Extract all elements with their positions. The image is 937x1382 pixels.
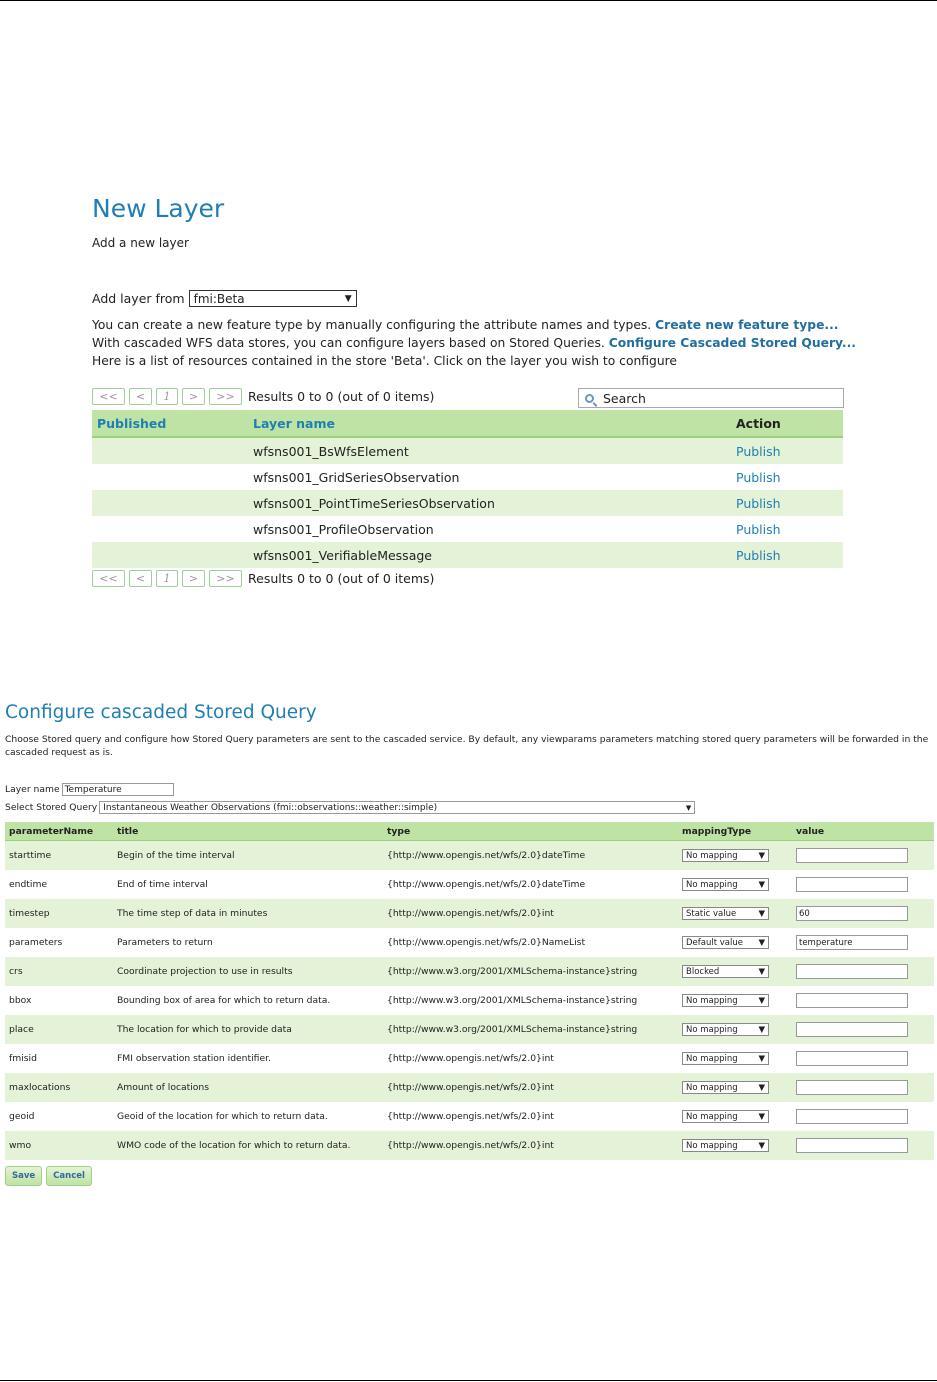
value-input[interactable]	[796, 964, 908, 979]
value-input[interactable]	[796, 993, 908, 1008]
parameters-table	[5, 822, 934, 1160]
publish-link[interactable]: Publish	[736, 469, 781, 485]
value-input[interactable]: temperature	[796, 935, 908, 950]
mapping-type-value: No mapping	[686, 995, 738, 1006]
parameter-type-cell: {http://www.opengis.net/wfs/2.0}int	[383, 1073, 678, 1102]
dropdown-arrow-icon: ▼	[758, 1082, 765, 1093]
table-row	[5, 1044, 934, 1073]
mapping-type-select[interactable]	[682, 878, 769, 891]
pager-last-button[interactable]: >>	[209, 388, 242, 405]
parameter-type-cell: {http://www.opengis.net/wfs/2.0}int	[387, 1111, 554, 1122]
mapping-type-select[interactable]	[682, 1110, 769, 1123]
dropdown-arrow-icon: ▼	[344, 293, 352, 304]
add-layer-from-row	[92, 290, 357, 307]
column-value: value	[792, 822, 934, 841]
dropdown-arrow-icon: ▼	[758, 908, 765, 919]
mapping-cell	[678, 928, 792, 957]
parameter-title-cell: Parameters to return	[117, 937, 213, 948]
pager-prev-button[interactable]: <	[129, 570, 152, 587]
table-row	[5, 1131, 934, 1160]
dropdown-arrow-icon: ▼	[758, 850, 765, 861]
dropdown-arrow-icon: ▼	[758, 1140, 765, 1151]
parameter-name-cell: geoid	[9, 1111, 35, 1122]
mapping-type-value: No mapping	[686, 1140, 738, 1151]
pager-first-button[interactable]: <<	[92, 388, 125, 405]
create-feature-type-line	[92, 318, 838, 332]
value-input[interactable]	[796, 1138, 908, 1153]
column-parameter-name: parameterName	[5, 822, 113, 841]
mapping-type-value: Blocked	[686, 966, 720, 977]
dropdown-arrow-icon: ▼	[758, 1111, 765, 1122]
mapping-type-select[interactable]	[682, 1023, 769, 1036]
mapping-type-value: No mapping	[686, 1082, 738, 1093]
mapping-cell	[678, 1102, 792, 1131]
stored-query-select-value: Instantaneous Weather Observations (fmi::observations::weather::simple)	[103, 802, 438, 813]
dropdown-arrow-icon: ▼	[758, 1024, 765, 1035]
mapping-type-value: Default value	[686, 937, 743, 948]
cancel-button[interactable]: Cancel	[46, 1166, 92, 1186]
table-row	[92, 464, 843, 490]
mapping-type-select[interactable]	[682, 849, 769, 862]
layers-table	[92, 410, 843, 568]
published-cell	[92, 542, 248, 568]
pager-next-button[interactable]: >	[182, 570, 205, 587]
mapping-cell	[678, 870, 792, 899]
pager-page-button[interactable]: 1	[156, 388, 178, 405]
bottom-rule	[0, 1380, 937, 1381]
pager-first-button[interactable]: <<	[92, 570, 125, 587]
pager-last-button[interactable]: >>	[209, 570, 242, 587]
parameter-type-cell: {http://www.w3.org/2001/XMLSchema-instance}string	[383, 1015, 678, 1044]
value-cell	[792, 870, 934, 899]
column-type: type	[383, 822, 678, 841]
page-title: New Layer	[92, 194, 225, 223]
publish-link[interactable]: Publish	[736, 521, 781, 537]
parameter-name-cell: wmo	[5, 1131, 113, 1160]
mapping-type-select[interactable]	[682, 936, 769, 949]
stored-query-description: Choose Stored query and configure how Stored Query parameters are sent to the cascaded service. By default, any viewparams parameters matching stored query parameters will be forwarded in the cascaded request as is.	[5, 734, 929, 758]
parameter-type-cell: {http://www.opengis.net/wfs/2.0}dateTime	[387, 879, 586, 890]
parameter-title-cell: The time step of data in minutes	[113, 899, 383, 928]
table-row	[92, 542, 843, 568]
parameter-title-cell: FMI observation station identifier.	[117, 1053, 271, 1064]
mapping-type-select[interactable]	[682, 994, 769, 1007]
mapping-type-value: No mapping	[686, 1024, 738, 1035]
column-mapping-type: mappingType	[678, 822, 792, 841]
value-cell	[792, 1044, 934, 1073]
column-action: Action	[731, 410, 843, 437]
value-cell	[792, 957, 934, 986]
layer-name-cell[interactable]: wfsns001_PointTimeSeriesObservation	[248, 490, 731, 516]
table-row	[92, 490, 843, 516]
layer-name-cell[interactable]: wfsns001_GridSeriesObservation	[253, 469, 460, 485]
layer-name-cell[interactable]: wfsns001_ProfileObservation	[253, 521, 434, 537]
mapping-cell	[678, 1015, 792, 1044]
mapping-type-value: No mapping	[686, 1053, 738, 1064]
mapping-type-value: No mapping	[686, 1111, 738, 1122]
select-query-label: Select Stored Query	[5, 802, 98, 813]
parameter-title-cell: The location for which to provide data	[113, 1015, 383, 1044]
mapping-type-select[interactable]	[682, 907, 769, 920]
parameter-type-cell: {http://www.opengis.net/wfs/2.0}dateTime	[383, 841, 678, 871]
layers-table-header	[92, 410, 843, 437]
pager-results-text: Results 0 to 0 (out of 0 items)	[248, 389, 435, 404]
parameter-title-cell: Amount of locations	[113, 1073, 383, 1102]
parameters-table-header	[5, 822, 934, 841]
published-cell	[92, 437, 248, 464]
add-layer-from-label: Add layer from	[92, 291, 185, 306]
select-query-row	[5, 801, 695, 814]
search-box[interactable]	[578, 388, 844, 408]
value-input[interactable]: 60	[796, 906, 908, 921]
stored-query-title: Configure cascaded Stored Query	[5, 702, 317, 723]
pager-page-button[interactable]: 1	[156, 570, 178, 587]
parameter-name-cell: maxlocations	[5, 1073, 113, 1102]
parameter-title-cell: WMO code of the location for which to return data.	[113, 1131, 383, 1160]
mapping-type-select[interactable]	[682, 1081, 769, 1094]
parameter-title-cell: Bounding box of area for which to return data.	[117, 995, 331, 1006]
publish-link[interactable]: Publish	[731, 542, 843, 568]
pager-prev-button[interactable]: <	[129, 388, 152, 405]
stored-query-select[interactable]	[99, 801, 695, 814]
layer-name-row	[5, 783, 174, 796]
mapping-cell	[678, 899, 792, 928]
published-cell	[92, 516, 248, 542]
mapping-type-value: No mapping	[686, 879, 738, 890]
table-row	[5, 870, 934, 899]
published-cell	[92, 490, 248, 516]
cascaded-query-line	[92, 336, 856, 350]
configure-cascaded-query-link[interactable]: Configure Cascaded Stored Query...	[608, 336, 856, 350]
column-layer-name[interactable]: Layer name	[248, 410, 731, 437]
layer-name-cell[interactable]: wfsns001_BsWfsElement	[248, 437, 731, 464]
parameter-type-cell: {http://www.opengis.net/wfs/2.0}int	[383, 1131, 678, 1160]
value-input[interactable]	[796, 1022, 908, 1037]
dropdown-arrow-icon: ▼	[685, 803, 692, 812]
value-cell	[792, 986, 934, 1015]
mapping-type-value: Static value	[686, 908, 737, 919]
page-subtitle: Add a new layer	[92, 236, 189, 250]
dropdown-arrow-icon: ▼	[758, 879, 765, 890]
pager-top	[92, 388, 434, 405]
layer-name-label: Layer name	[5, 784, 60, 795]
parameter-name-cell: endtime	[9, 879, 48, 890]
parameter-name-cell: bbox	[9, 995, 32, 1006]
parameter-name-cell: place	[5, 1015, 113, 1044]
mapping-cell	[678, 1131, 792, 1160]
save-button[interactable]: Save	[5, 1166, 42, 1186]
dropdown-arrow-icon: ▼	[758, 937, 765, 948]
table-row	[5, 986, 934, 1015]
table-row	[5, 928, 934, 957]
parameter-name-cell: fmisid	[9, 1053, 37, 1064]
publish-link[interactable]: Publish	[731, 490, 843, 516]
create-feature-type-link[interactable]: Create new feature type...	[655, 318, 839, 332]
value-cell	[792, 1073, 934, 1102]
table-row	[5, 1073, 934, 1102]
mapping-type-select[interactable]	[682, 965, 769, 978]
value-input[interactable]	[796, 1109, 908, 1124]
mapping-cell	[678, 841, 792, 871]
dropdown-arrow-icon: ▼	[758, 995, 765, 1006]
table-row	[5, 841, 934, 871]
stored-query-panel	[0, 700, 937, 1190]
parameter-name-cell: crs	[5, 957, 113, 986]
table-row	[92, 437, 843, 464]
pager-next-button[interactable]: >	[182, 388, 205, 405]
parameter-type-cell: {http://www.opengis.net/wfs/2.0}NameList	[387, 937, 586, 948]
value-input[interactable]	[796, 1080, 908, 1095]
form-buttons	[5, 1166, 96, 1186]
table-row	[5, 957, 934, 986]
value-cell	[792, 928, 934, 957]
parameter-type-cell: {http://www.opengis.net/wfs/2.0}int	[383, 899, 678, 928]
publish-link[interactable]: Publish	[731, 437, 843, 464]
store-select[interactable]	[189, 290, 357, 307]
value-cell	[792, 1131, 934, 1160]
mapping-type-value: No mapping	[686, 850, 738, 861]
value-input[interactable]	[796, 877, 908, 892]
mapping-cell	[678, 1044, 792, 1073]
pager-bottom	[92, 570, 434, 587]
store-select-value: fmi:Beta	[193, 291, 245, 306]
table-row	[5, 1015, 934, 1044]
column-published[interactable]: Published	[92, 410, 248, 437]
parameter-name-cell: starttime	[5, 841, 113, 871]
cascaded-query-text: With cascaded WFS data stores, you can configure layers based on Stored Queries.	[92, 336, 605, 350]
value-input[interactable]	[796, 848, 908, 863]
table-row	[92, 516, 843, 542]
parameter-title-cell: Coordinate projection to use in results	[113, 957, 383, 986]
dropdown-arrow-icon: ▼	[758, 1053, 765, 1064]
published-cell	[92, 464, 248, 490]
value-cell	[792, 899, 934, 928]
parameter-title-cell: Begin of the time interval	[113, 841, 383, 871]
parameter-title-cell: Geoid of the location for which to return data.	[117, 1111, 328, 1122]
value-cell	[792, 1102, 934, 1131]
top-rule	[0, 0, 937, 1]
table-row	[5, 1102, 934, 1131]
layer-name-input[interactable]: Temperature	[62, 783, 174, 796]
parameter-type-cell: {http://www.w3.org/2001/XMLSchema-instance}string	[383, 957, 678, 986]
value-input[interactable]	[796, 1051, 908, 1066]
search-input[interactable]: Search	[603, 390, 646, 406]
parameter-name-cell: parameters	[9, 937, 63, 948]
parameter-type-cell: {http://www.opengis.net/wfs/2.0}int	[387, 1053, 554, 1064]
parameter-title-cell: End of time interval	[117, 879, 208, 890]
mapping-cell	[678, 957, 792, 986]
parameter-name-cell: timestep	[5, 899, 113, 928]
create-feature-type-text: You can create a new feature type by manually configuring the attribute names and types.	[92, 318, 652, 332]
column-title: title	[113, 822, 383, 841]
layer-name-cell[interactable]: wfsns001_VerifiableMessage	[248, 542, 731, 568]
table-row	[5, 899, 934, 928]
mapping-type-select[interactable]	[682, 1052, 769, 1065]
mapping-cell	[678, 986, 792, 1015]
resources-list-line: Here is a list of resources contained in the store 'Beta'. Click on the layer you wish to configure	[92, 354, 677, 368]
value-cell	[792, 841, 934, 871]
dropdown-arrow-icon: ▼	[758, 966, 765, 977]
mapping-type-select[interactable]	[682, 1139, 769, 1152]
parameter-type-cell: {http://www.w3.org/2001/XMLSchema-instance}string	[387, 995, 638, 1006]
pager-results-text: Results 0 to 0 (out of 0 items)	[248, 571, 435, 586]
mapping-cell	[678, 1073, 792, 1102]
value-cell	[792, 1015, 934, 1044]
search-icon	[585, 394, 594, 403]
new-layer-panel	[86, 190, 856, 600]
